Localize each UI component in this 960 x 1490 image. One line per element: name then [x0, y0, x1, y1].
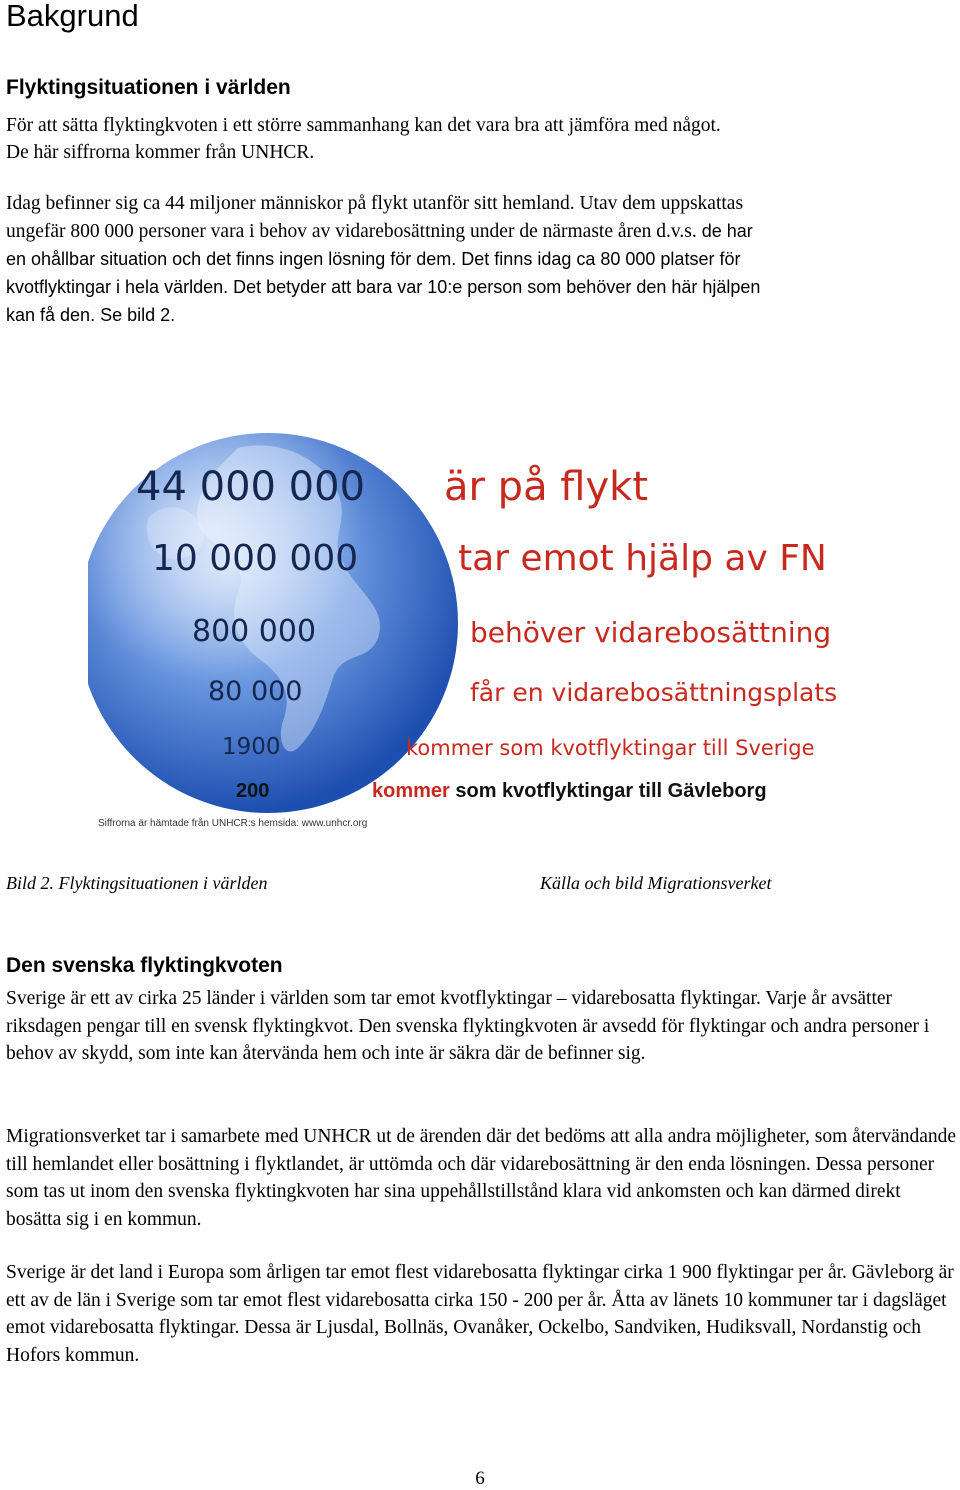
paragraph: Migrationsverket tar i samarbete med UNHCR ut de ärenden där det bedöms att alla andra möjligheter, som återvändande till hemlandet eller bosättning i flyktlandet, är uttömda och där vidarebosättning är den enda lösningen. Dessa personer som tas ut inom den svenska flyktingkvoten har sina uppehållstillstånd klara vid ankomsten och kan därmed direkt bosätta sig i en kommun. [6, 1126, 957, 1230]
stat-number: 1900 [222, 734, 281, 760]
stat-number: 10 000 000 [152, 538, 359, 579]
stat-number: 800 000 [192, 614, 317, 649]
page-title: Bakgrund [6, 0, 139, 33]
paragraph-line-mixed [6, 218, 753, 245]
figure-source-caption: Källa och bild Migrationsverket [540, 873, 772, 893]
stat-number: 44 000 000 [136, 464, 366, 510]
figure-caption: Bild 2. Flyktingsituationen i världen [6, 873, 268, 893]
stat-text: får en vidarebosättningsplats [470, 678, 838, 707]
stat-text: behöver vidarebosättning [470, 616, 832, 649]
stat-text: kommer som kvotflyktingar till Sverige [406, 736, 815, 760]
paragraph-line: kan få den. Se bild 2. [6, 305, 176, 325]
paragraph-serif-run: ungefär 800 000 personer vara i behov av vidarebosättning under de närmaste åren d.v.s. [6, 221, 697, 242]
stat-text: tar emot hjälp av FN [458, 538, 827, 579]
paragraph: Sverige är det land i Europa som årligen tar emot flest vidarebosatta flyktingar cirka 1 900 flyktingar per år. Gävleborg är ett av de län i Sverige som tar emot flest vidarebosatta cirka 150 - 200 per år. Åtta av länets 10 kommuner tar i dagsläget emot vidarebosatta flyktingar. Dessa är Ljusdal, Bollnäs, Ovanåker, Ockelbo, Sandviken, Hudiksvall, Nordanstig och Hofors kommun. [6, 1262, 954, 1366]
section-heading-swedish-quota: Den svenska flyktingkvoten [6, 954, 283, 977]
paragraph-line: en ohållbar situation och det finns ingen lösning för dem. Det finns idag ca 80 000 platser för [6, 249, 741, 269]
figure-rows [88, 388, 948, 838]
stat-number: 80 000 [208, 676, 303, 707]
paragraph-line: Idag befinner sig ca 44 miljoner människor på flykt utanför sitt hemland. Utav dem uppskattas [6, 193, 744, 214]
stat-text-rest: som kvotflyktingar till Gävleborg [449, 780, 767, 802]
figure-source-note: Siffrorna är hämtade från UNHCR:s hemsida: www.unhcr.org [98, 818, 368, 829]
section-heading-refugee-situation: Flyktingsituationen i världen [6, 76, 291, 99]
intro-line-1: För att sätta flyktingkvoten i ett större sammanhang kan det vara bra att jämföra med något. [6, 115, 721, 136]
refugee-statistics-figure [88, 388, 948, 838]
stat-number-gavleborg: 200 [236, 780, 270, 802]
stat-text-red-word: kommer [372, 780, 450, 802]
paragraph: Sverige är ett av cirka 25 länder i världen som tar emot kvotflyktingar – vidarebosatta flyktingar. Varje år avsätter riksdagen pengar till en svensk flyktingkvot. Den svenska flyktingkvoten är avsedd för flyktingar och andra personer i behov av skydd, som inte kan återvända hem och inte är säkra där de befinner sig. [6, 988, 930, 1064]
intro-line-2: De här siffrorna kommer från UNHCR. [6, 142, 315, 163]
stat-text-gavleborg [372, 780, 767, 803]
paragraph-sans-run: de har [696, 221, 753, 241]
stat-text: är på flykt [444, 464, 649, 510]
page-number: 6 [475, 1468, 485, 1489]
paragraph-line: kvotflyktingar i hela världen. Det betyder att bara var 10:e person som behöver den här hjälpen [6, 277, 761, 297]
